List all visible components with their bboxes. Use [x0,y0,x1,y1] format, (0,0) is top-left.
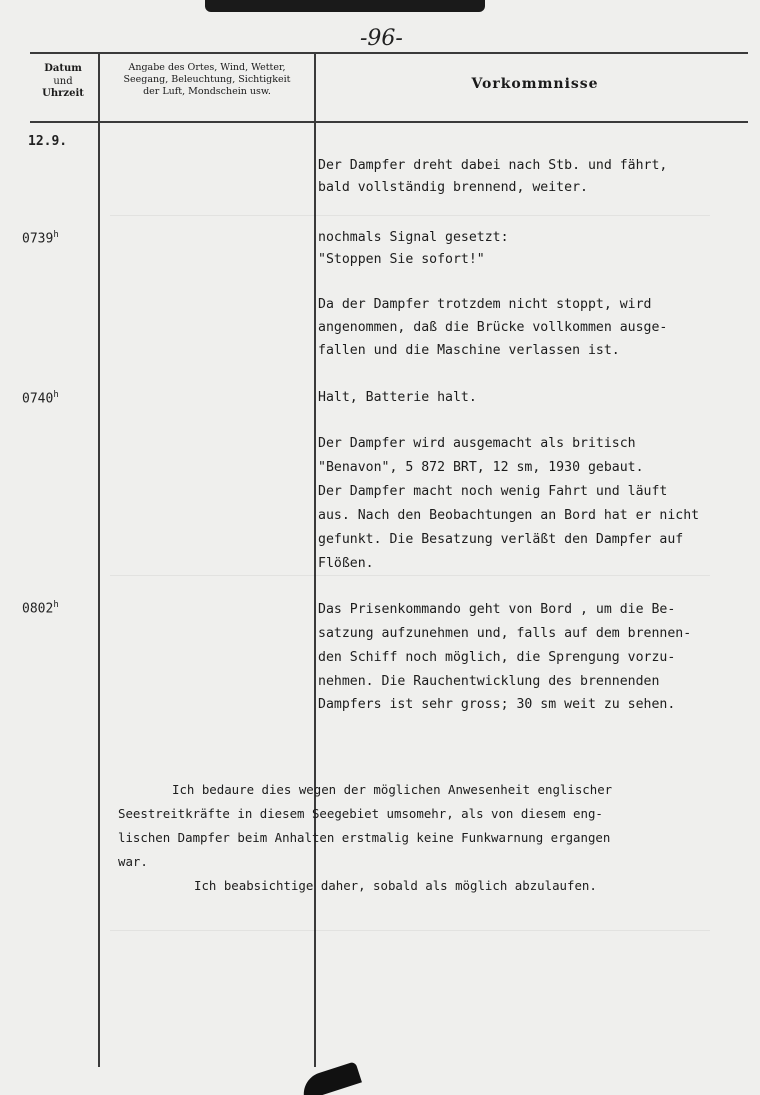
header-location-line3: der Luft, Mondschein usw. [143,85,271,97]
event-line: Der Dampfer dreht dabei nach Stb. und fährt, [318,158,668,173]
event-line: Da der Dampfer trotzdem nicht stoppt, wird [318,297,652,312]
time-suffix: h [53,230,59,240]
time-value: 0802 [22,601,54,617]
event-line: den Schiff noch möglich, die Sprengung vorzu- [318,650,676,665]
event-line: Dampfers ist sehr gross; 30 sm weit zu sehen. [318,697,676,712]
event-line: nehmen. Die Rauchentwicklung des brennenden [318,674,660,689]
bleed-through-mark [110,575,710,576]
scan-edge-shadow [205,0,485,12]
remark-line: Ich beabsichtige daher, sobald als möglich abzulaufen. [194,878,597,893]
header-date-line3: Uhrzeit [42,88,84,99]
event-line: "Stoppen Sie sofort!" [318,252,485,267]
event-line: satzung aufzunehmen und, falls auf dem brennen- [318,626,692,641]
remark-line: Ich bedaure dies wegen der möglichen Anwesenheit englischer [172,782,613,797]
page-number: -96- [360,26,403,51]
column-divider-date [98,52,100,1067]
bleed-through-mark [110,930,710,931]
time-value: 0739 [22,231,54,247]
event-line: fallen und die Maschine verlassen ist. [318,343,620,358]
remark-line: lischen Dampfer beim Anhalten erstmalig keine Funkwarnung ergangen [118,830,611,845]
header-date-line2: und [53,75,73,87]
event-line: Das Prisenkommando geht von Bord , um die Be- [318,602,676,617]
time-entry-0802 [22,600,59,616]
remark-line: Seestreitkräfte in diesem Seegebiet umsomehr, als von diesem eng- [118,806,603,821]
header-date-line1: Datum [44,63,82,74]
event-line: Halt, Batterie halt. [318,390,477,405]
time-entry-0740 [22,390,59,406]
event-line: Flößen. [318,556,374,571]
bleed-through-mark [110,215,710,216]
column-divider-location [314,52,316,1067]
event-line: aus. Nach den Beobachtungen an Bord hat er nicht [318,508,700,523]
header-events: Vorkommnisse [471,76,599,92]
entry-date: 12.9. [28,134,68,149]
event-line: angenommen, daß die Brücke vollkommen ausge- [318,320,668,335]
time-value: 0740 [22,391,54,407]
remark-line: war. [118,854,148,869]
event-line: "Benavon", 5 872 BRT, 12 sm, 1930 gebaut. [318,460,644,475]
event-line: gefunkt. Die Besatzung verläßt den Dampfer auf [318,532,684,547]
event-line: nochmals Signal gesetzt: [318,230,509,245]
time-suffix: h [53,600,59,610]
scan-clip-shadow [298,1061,362,1095]
event-line: bald vollständig brennend, weiter. [318,180,588,195]
event-line: Der Dampfer macht noch wenig Fahrt und läuft [318,484,668,499]
header-location-line2: Seegang, Beleuchtung, Sichtigkeit [123,73,291,85]
event-line: Der Dampfer wird ausgemacht als britisch [318,436,636,451]
header-location-weather [102,62,312,98]
header-date-time [30,63,96,101]
table-top-rule [30,52,748,54]
header-location-line1: Angabe des Ortes, Wind, Wetter, [128,62,286,73]
header-bottom-rule [30,121,748,123]
time-entry-0739 [22,230,59,246]
time-suffix: h [53,390,59,400]
